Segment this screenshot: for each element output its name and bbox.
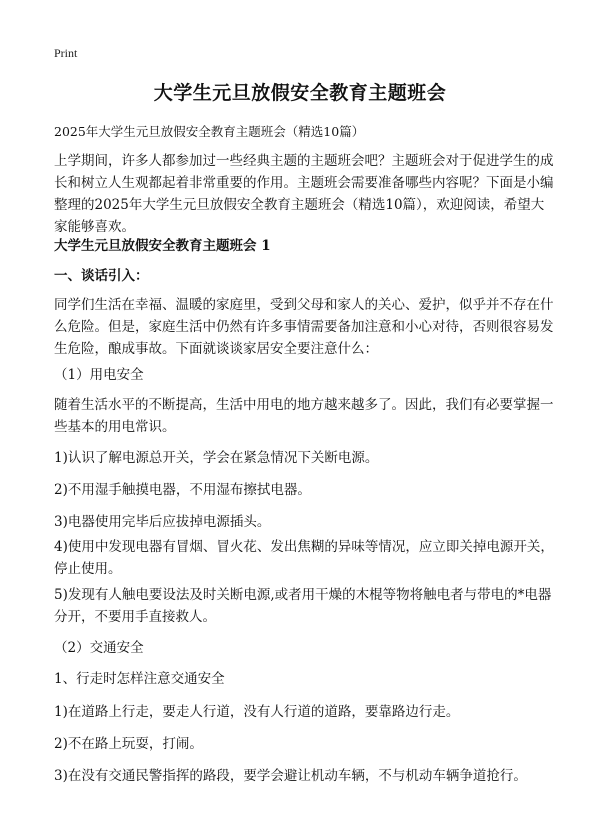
electric-item: 2)不用湿手触摸电器，不用湿布擦拭电器。 — [54, 482, 311, 498]
print-link[interactable]: Print — [54, 46, 78, 60]
traffic-item: 1)在道路上行走，要走人行道，没有人行道的道路，要靠路边行走。 — [54, 704, 460, 720]
traffic-item: 2)不在路上玩耍，打闹。 — [54, 736, 203, 752]
traffic-subheading: 1、行走时怎样注意交通安全 — [54, 671, 225, 687]
document-subtitle: 2025年大学生元旦放假安全教育主题班会（精选10篇） — [54, 124, 365, 139]
traffic-safety-heading: （2）交通安全 — [54, 640, 144, 656]
electric-item: 4)使用中发现电器有冒烟、冒火花、发出焦糊的异味等情况，应立即关掉电源开关，停止使用。 — [54, 539, 554, 577]
part-heading: 一、谈话引入： — [54, 268, 149, 284]
page-title: 大学生元旦放假安全教育主题班会 — [153, 82, 447, 104]
intro-paragraph: 上学期间，许多人都参加过一些经典主题的主题班会吧？主题班会对于促进学生的成长和树立人生观都起着非常重要的作用。主题班会需要准备哪些内容呢？下面是小编整理的2025年大学生元旦放假安全教育主题班会（精选10篇），欢迎阅读，希望大家能够喜欢。 — [54, 153, 554, 235]
talk-paragraph: 同学们生活在幸福、温暖的家庭里，受到父母和家人的关心、爱护，似乎并不存在什么危险。但是，家庭生活中仍然有许多事情需要备加注意和小心对待，否则很容易发生危险，酿成事故。下面就谈谈家居安全要注意什么： — [54, 297, 554, 357]
traffic-item: 3)在没有交通民警指挥的路段，要学会避让机动车辆，不与机动车辆争道抢行。 — [54, 768, 527, 784]
electric-safety-heading: （1）用电安全 — [54, 367, 144, 383]
electric-item: 5)发现有人触电要设法及时关断电源,或者用干燥的木棍等物将触电者与带电的*电器分开，不要用手直接救人。 — [54, 587, 552, 625]
section-heading: 大学生元旦放假安全教育主题班会 1 — [54, 238, 271, 254]
electric-paragraph: 随着生活水平的不断提高，生活中用电的地方越来越多了。因此，我们有必要掌握一些基本的用电常识。 — [54, 397, 554, 435]
electric-item: 1)认识了解电源总开关，学会在紧急情况下关断电源。 — [54, 450, 379, 466]
electric-item: 3)电器使用完毕后应拔掉电源插头。 — [54, 514, 271, 530]
